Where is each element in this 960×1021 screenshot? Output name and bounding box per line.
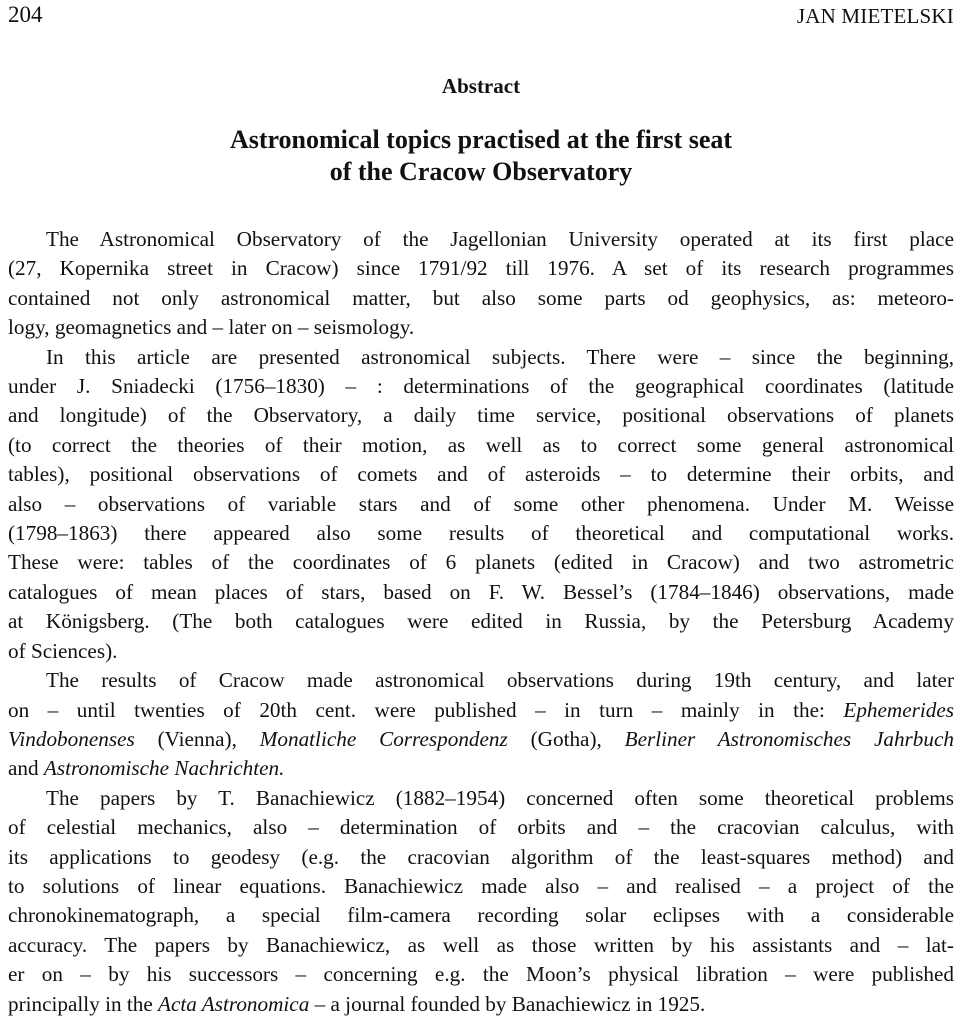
text-segment: on – until twenties of 20th cent. were published – in turn – mainly in the: [8,697,844,722]
text-line: catalogues of mean places of stars, based on F. W. Bessel’s (1784–1846) observations, made [8,579,954,604]
text-line: logy, geomagnetics and – later on – seismology. [8,315,415,340]
text-segment: (Gotha), [507,726,625,751]
journal-title: Berliner Astronomisches Jahrbuch [624,726,954,751]
paragraph-4 [8,784,954,1019]
text-line: These were: tables of the coordinates of 6 planets (edited in Cracow) and two astrometric [8,550,954,575]
text-line: er on – by his successors – concerning e.g. the Moon’s physical libration – were published [8,962,954,987]
journal-title: Vindobonenses [8,726,135,751]
paragraph-3 [8,666,954,784]
text-line: of Sciences). [8,638,118,663]
document-page [8,0,954,1019]
text-segment: (Vienna), [134,726,260,751]
text-line: (1798–1863) there appeared also some results of theoretical and computational works. [8,521,954,546]
running-head-author: JAN MIETELSKI [796,4,954,28]
running-head [8,0,954,34]
paragraph-2 [8,343,954,666]
text-line: and longitude) of the Observatory, a daily time service, positional observations of planets [8,403,954,428]
text-line: under J. Sniadecki (1756–1830) – : determinations of the geographical coordinates (latitude [8,374,954,399]
journal-title: Acta Astronomica [158,991,310,1016]
text-line: at Königsberg. (The both catalogues were edited in Russia, by the Petersburg Academy [8,609,954,634]
text-line [8,754,954,783]
text-line: The papers by T. Banachiewicz (1882–1954) concerned often some theoretical problems [46,785,954,810]
text-line: accuracy. The papers by Banachiewicz, as well as those written by his assistants and – lat- [8,932,954,957]
title-line-1: Astronomical topics practised at the first seat [229,125,733,154]
journal-title: Monatliche Correspondenz [259,726,508,751]
text-line: In this article are presented astronomical subjects. There were – since the beginning, [46,344,954,369]
article-title [8,124,954,188]
text-line: chronokinematograph, a special film-camera recording solar eclipses with a considerable [8,903,954,928]
abstract-body [8,225,954,1019]
text-line: The Astronomical Observatory of the Jagellonian University operated at its first place [46,227,954,251]
text-line [8,725,954,754]
text-line [8,696,954,725]
text-line: contained not only astronomical matter, but also some parts od geophysics, as: meteoro- [8,285,954,310]
text-line [8,990,954,1019]
title-line-2: of the Cracow Observatory [329,157,633,186]
text-segment: and [8,756,44,781]
text-segment: principally in the [8,991,159,1016]
text-line: also – observations of variable stars and of some other phenomena. Under M. Weisse [8,491,954,516]
abstract-heading: Abstract [441,74,521,98]
text-line: its applications to geodesy (e.g. the cracovian algorithm of the least-squares method) and [8,844,954,869]
text-line: of celestial mechanics, also – determination of orbits and – the cracovian calculus, with [8,815,954,840]
journal-title: Astronomische Nachrichten. [43,756,285,781]
text-segment: – a journal founded by Banachiewicz in 1925. [309,991,706,1016]
text-line: (to correct the theories of their motion, as well as to correct some general astronomical [8,432,954,457]
paragraph-1 [8,225,954,343]
text-line: (27, Kopernika street in Cracow) since 1791/92 till 1976. A set of its research programmes [8,256,954,281]
text-line: tables), positional observations of comets and of asteroids – to determine their orbits, and [8,462,954,487]
journal-title: Ephemerides [843,697,954,722]
page-number: 204 [8,2,43,27]
text-line: to solutions of linear equations. Banachiewicz made also – and realised – a project of the [8,873,954,898]
text-line: The results of Cracow made astronomical observations during 19th century, and later [46,668,954,693]
